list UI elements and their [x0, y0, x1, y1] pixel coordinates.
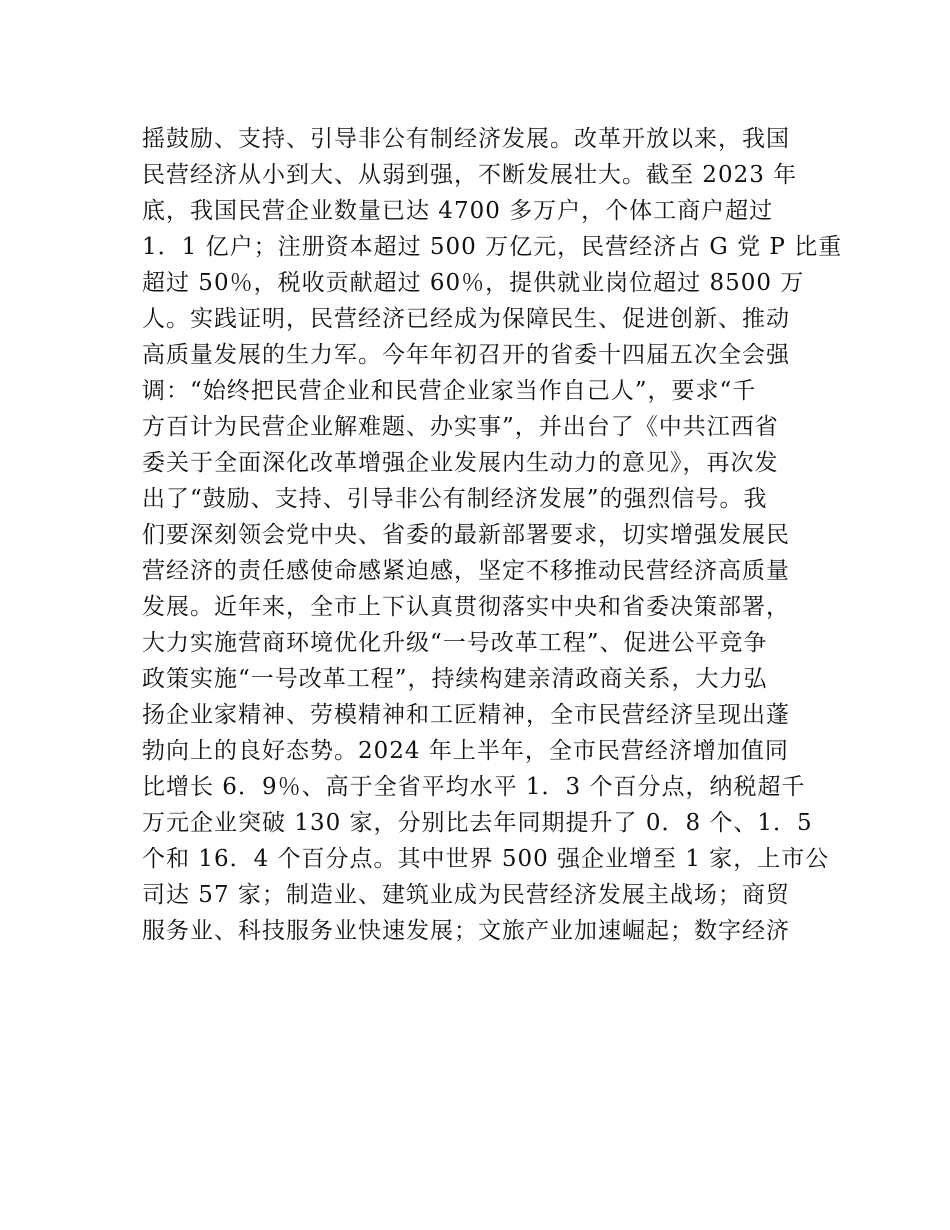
text-line: 人。实践证明，民营经济已经成为保障民生、促进创新、推动 — [142, 306, 790, 332]
text-line: 民营经济从小到大、从弱到强，不断发展壮大。截至 2023 年 — [142, 162, 798, 188]
text-line: 发展。近年来，全市上下认真贯彻落实中央和省委决策部署， — [142, 594, 790, 620]
text-line: 们要深刻领会党中央、省委的最新部署要求，切实增强发展民 — [142, 522, 790, 548]
text-line: 出了“鼓励、支持、引导非公有制经济发展”的强烈信号。我 — [142, 486, 768, 512]
text-line: 勃向上的良好态势。2024 年上半年，全市民营经济增加值同 — [142, 738, 789, 764]
text-line: 委关于全面深化改革增强企业发展内生动力的意见》，再次发 — [142, 450, 779, 476]
text-line: 调：“始终把民营企业和民营企业家当作自己人”，要求“千 — [142, 378, 757, 404]
text-line: 万元企业突破 130 家，分别比去年同期提升了 0．8 个、1．5 — [142, 810, 813, 836]
text-line: 摇鼓励、支持、引导非公有制经济发展。改革开放以来，我国 — [142, 126, 790, 152]
text-line: 司达 57 家；制造业、建筑业成为民营经济发展主战场；商贸 — [142, 882, 790, 908]
text-line: 大力实施营商环境优化升级“一号改革工程”、促进公平竞争 — [142, 630, 768, 656]
text-line: 高质量发展的生力军。今年年初召开的省委十四届五次全会强 — [142, 342, 790, 368]
text-line: 比增长 6．9％、高于全省平均水平 1．3 个百分点，纳税超千 — [142, 774, 806, 800]
text-line: 扬企业家精神、劳模精神和工匠精神，全市民营经济呈现出蓬 — [142, 702, 790, 728]
text-line: 超过 50％，税收贡献超过 60％，提供就业岗位超过 8500 万 — [142, 270, 805, 296]
text-line: 个和 16．4 个百分点。其中世界 500 强企业增至 1 家，上市公 — [142, 846, 830, 872]
text-line: 营经济的责任感使命感紧迫感，坚定不移推动民营经济高质量 — [142, 558, 790, 584]
text-line: 底，我国民营企业数量已达 4700 多万户，个体工商户超过 — [142, 198, 774, 224]
text-line: 1．1 亿户；注册资本超过 500 万亿元，民营经济占 G 党 P 比重 — [142, 234, 842, 260]
text-line: 方百计为民营企业解难题、办实事”，并出台了《中共江西省 — [142, 414, 779, 440]
text-line: 服务业、科技服务业快速发展；文旅产业加速崛起；数字经济 — [142, 918, 790, 944]
body-text — [142, 121, 842, 949]
text-line: 政策实施“一号改革工程”，持续构建亲清政商关系，大力弘 — [142, 666, 768, 692]
